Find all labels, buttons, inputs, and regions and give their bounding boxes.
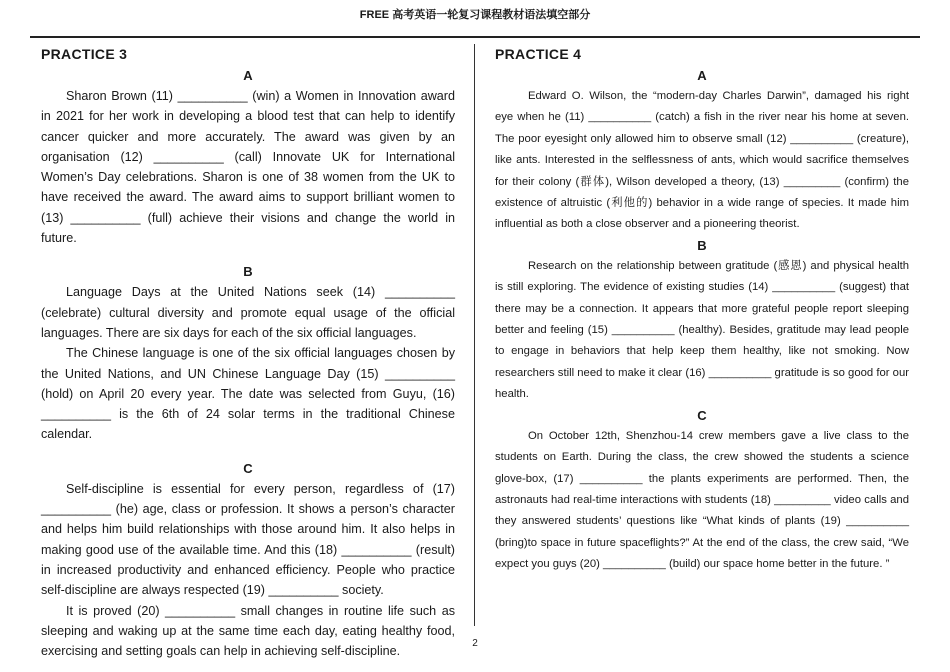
column-divider: [474, 44, 475, 626]
passage-paragraph: Self-discipline is essential for every person, regardless of (17) __________ (he) age, class or profession. It shows a person’s character and helps him build relationships with those around him. It also helps in making good use of the available time. And this (18) __________ (result) in increased productivity and enhanced efficiency. People who practice self-discipline are always respected (19) __________ society.: [41, 481, 455, 598]
section-letter: A: [243, 68, 253, 83]
page-number: 2: [472, 638, 478, 649]
passage-paragraph: Sharon Brown (11) __________ (win) a Women in Innovation award in 2021 for her work in developing a blood test that can help to identify cancer quicker and more accurately. The award was given by an organisation (12) __________ (call) Innovate UK for International Women’s Day celebrations. Sharon is one of 38 women from the UK to have received the award. The award aims to support brilliant women to (13) __________ (full) achieve their visions and change the world in future.: [41, 89, 455, 246]
section-letter: A: [697, 68, 707, 83]
passage-paragraph: Edward O. Wilson, the “modern-day Charles Darwin”, damaged his right eye when he (11) __________ (catch) a fish in the river near his home at seven. The poor eyesight only allowed him to observe small (12) __________ (creature), like ants. Interested in the selflessness of ants, which would sacrifice themselves for their colony (群体), Wilson developed a theory, (13) _________ (confirm) the existence of altruistic (利他的) behavior in a wide range of species. It made him influential as both a close observer and a pioneering theorist.: [495, 90, 909, 231]
header-rule: [30, 36, 920, 38]
practice-4-title: PRACTICE 4: [495, 46, 582, 62]
practice-4-column: [495, 44, 909, 576]
passage-paragraph: On October 12th, Shenzhou-14 crew members gave a live class to the students on Earth. During the class, the crew showed the students a science glove-box, (17) __________ the plants experiments are performed. Then, the astronauts had real-time interactions with students (18) _________ video calls and they answered students’ questions like “What kinds of plants (19) __________ (bring)to space in future spaceflights?” At the end of the class, the crew said, “We expect you guys (20) __________ (build) our space home better in the future. ”: [495, 429, 909, 571]
section-letter: C: [697, 407, 707, 423]
section-letter: B: [697, 237, 707, 253]
section-letter: B: [243, 264, 253, 280]
passage-paragraph: The Chinese language is one of the six official languages chosen by the United Nations, and UN Chinese Language Day (15) __________ (hold) on April 20 every year. The date was selected from Guyu, (16) __________ is the 6th of 24 solar terms in the traditional Chinese calendar.: [41, 346, 455, 442]
practice-3-title: PRACTICE 3: [41, 46, 128, 62]
passage-paragraph: Research on the relationship between gratitude (感恩) and physical health is still exploring. The evidence of existing studies (14) __________ (suggest) that there may be a connection. It appears that more grateful people report sleeping better and feeling (15) __________ (healthy). Besides, gratitude may lead people to engage in behaviors that help keep them healthy, like not smoking. Now researchers still need to make it clear (16) __________ gratitude is so good for our health.: [495, 259, 909, 401]
passage-paragraph: Language Days at the United Nations seek (14) __________ (celebrate) cultural diversity and promote equal usage of the official languages. There are six days for each of the six official languages.: [41, 285, 455, 340]
passage-paragraph: It is proved (20) __________ small changes in routine life such as sleeping and waking up at the same time each day, eating healthy food, exercising and setting goals can help in achieving self-discipline.: [41, 603, 455, 659]
page-header: FREE 高考英语一轮复习课程教材语法填空部分: [359, 9, 591, 21]
practice-3-column: [41, 44, 455, 661]
section-letter: C: [243, 460, 253, 476]
